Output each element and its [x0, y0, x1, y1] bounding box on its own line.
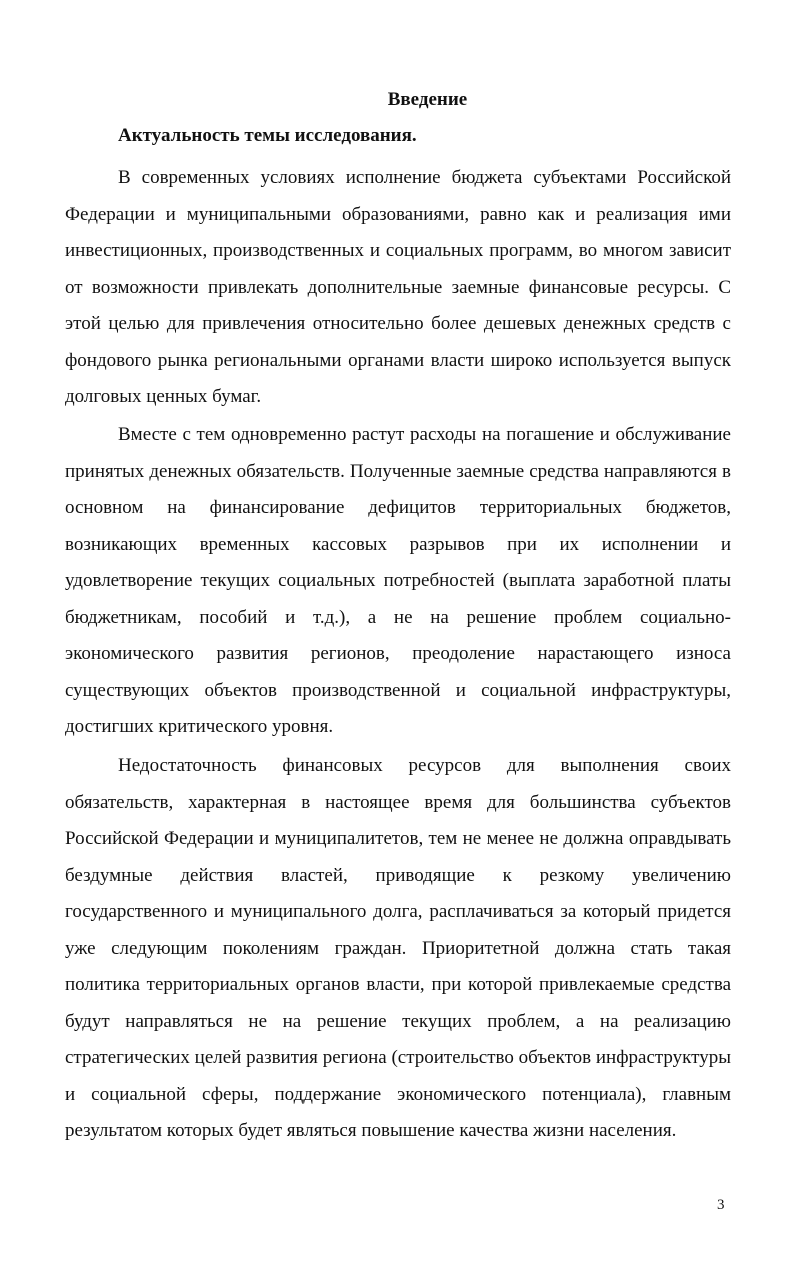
paragraph-2: Вместе с тем одновременно растут расходы на погашение и обслуживание принятых денежных обязательств. Полученные заемные средства направляются в основном на финансирование дефицитов территориальных бюджетов, возникающих временных кассовых разрывов при их исполнении и удовлетворение текущих социальных потребностей (выплата заработной платы бюджетникам, пособий и т.д.), а не на решение проблем социально-экономического развития регионов, преодоление нарастающего износа существующих объектов производственной и социальной инфраструктуры, достигших критического уровня.	[65, 424, 731, 737]
section-subtitle: Актуальность темы исследования.	[118, 125, 417, 146]
page-title: Введение	[387, 89, 468, 110]
page-number: 3	[717, 1197, 725, 1213]
paragraph-3: Недостаточность финансовых ресурсов для выполнения своих обязательств, характерная в настоящее время для большинства субъектов Российской Федерации и муниципалитетов, тем не менее не должна оправдывать бездумные действия властей, приводящие к резкому увеличению государственного и муниципального долга, расплачиваться за который придется уже следующим поколениям граждан. Приоритетной должна стать такая политика территориальных органов власти, при которой привлекаемые средства будут направляться не на решение текущих проблем, а на реализацию стратегических целей развития региона (строительство объектов инфраструктуры и социальной сферы, поддержание экономического потенциала), главным результатом которых будет являться повышение качества жизни населения.	[65, 755, 731, 1141]
paragraph-1: В современных условиях исполнение бюджета субъектами Российской Федерации и муниципальными образованиями, равно как и реализация ими инвестиционных, производственных и социальных программ, во многом зависит от возможности привлекать дополнительные заемные финансовые ресурсы. С этой целью для привлечения относительно более дешевых денежных средств с фондового рынка региональными органами власти широко используется выпуск долговых ценных бумаг.	[65, 167, 731, 407]
